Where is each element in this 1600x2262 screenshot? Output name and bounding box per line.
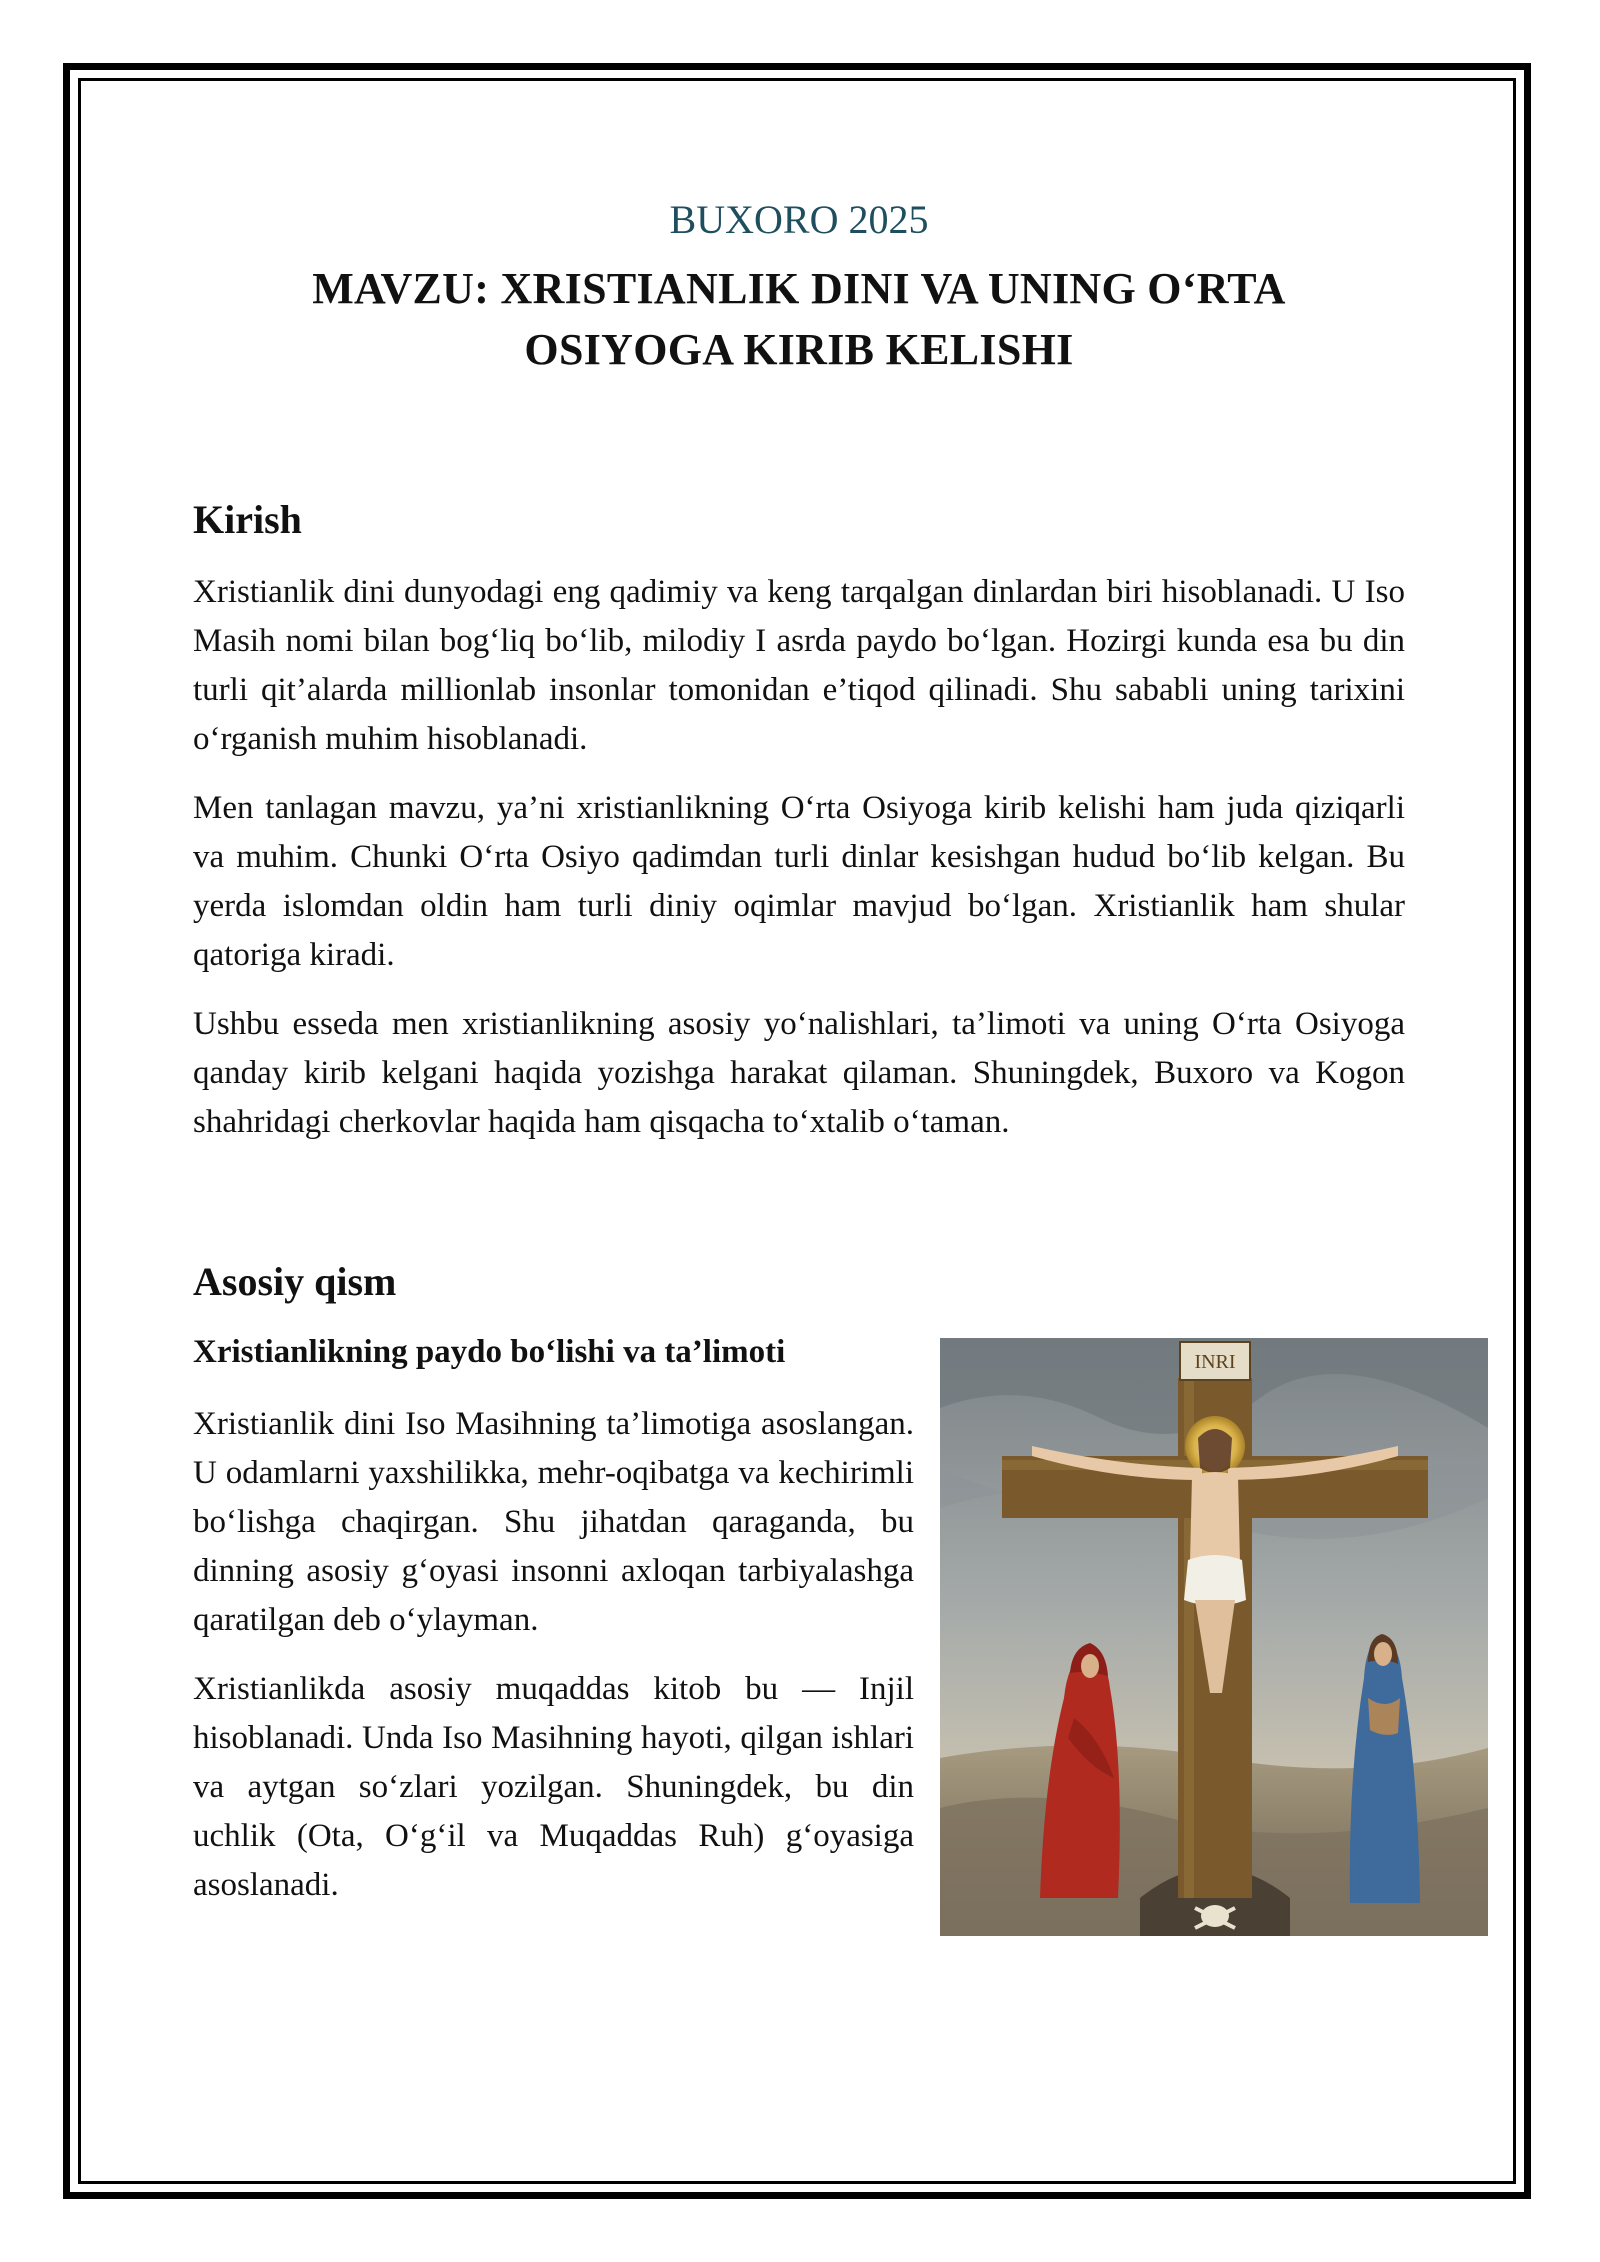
main-text-column (193, 1400, 914, 1930)
crucifixion-painting-svg (940, 1338, 1488, 1936)
city-year: BUXORO 2025 (669, 197, 929, 242)
main-paragraph-1: Xristianlik dini Iso Masihning ta’limotiga asoslangan. U odamlarni yaxshilikka, mehr-oqibatga va kechirimli bo‘lishga chaqirgan. Shu jihatdan qaraganda, bu dinning asosiy g‘oyasi insonni axloqan tarbiyalashga qaratilgan deb o‘ylayman. (193, 1406, 914, 1638)
intro-section (193, 568, 1405, 1167)
intro-paragraph-1: Xristianlik dini dunyodagi eng qadimiy va keng tarqalgan dinlardan biri hisoblanadi. U Iso Masih nomi bilan bog‘liq bo‘lib, milodiy I asrda paydo bo‘lgan. Hozirgi kunda esa bu din turli qit’alarda millionlab insonlar tomonidan e’tiqod qilinadi. Shu sababli uning tarixini o‘rganish muhim hisoblanadi. (193, 574, 1405, 757)
title-line-2: OSIYOGA KIRIB KELISHI (524, 325, 1074, 374)
intro-paragraph-3: Ushbu esseda men xristianlikning asosiy yo‘nalishlari, ta’limoti va uning O‘rta Osiyoga qanday kirib kelgani haqida yozishga harakat qilaman. Shuningdek, Buxoro va Kogon shahridagi cherkovlar haqida ham qisqacha to‘xtalib o‘taman. (193, 1006, 1405, 1140)
main-heading: Asosiy qism (193, 1259, 397, 1304)
main-subheading: Xristianlikning paydo bo‘lishi va ta’limoti (193, 1334, 786, 1370)
title-line-1: MAVZU: XRISTIANLIK DINI VA UNING O‘RTA (312, 264, 1286, 313)
cross-inscription: INRI (1194, 1351, 1236, 1373)
intro-paragraph-2: Men tanlagan mavzu, ya’ni xristianlikning O‘rta Osiyoga kirib kelishi ham juda qiziqarli va muhim. Chunki O‘rta Osiyo qadimdan turli dinlar kesishgan hudud bo‘lib kelgan. Bu yerda islomdan oldin ham turli diniy oqimlar mavjud bo‘lgan. Xristianlik ham shular qatoriga kiradi. (193, 790, 1405, 973)
main-paragraph-2: Xristianlikda asosiy muqaddas kitob bu — Injil hisoblanadi. Unda Iso Masihning hayoti, qilgan ishlari va aytgan so‘zlari yozilgan. Shuningdek, bu din uchlik (Ota, O‘g‘il va Muqaddas Ruh) g‘oyasiga asoslanadi. (193, 1671, 914, 1903)
intro-heading: Kirish (193, 497, 302, 542)
document-title (193, 258, 1405, 380)
crucifixion-painting (940, 1338, 1488, 1936)
